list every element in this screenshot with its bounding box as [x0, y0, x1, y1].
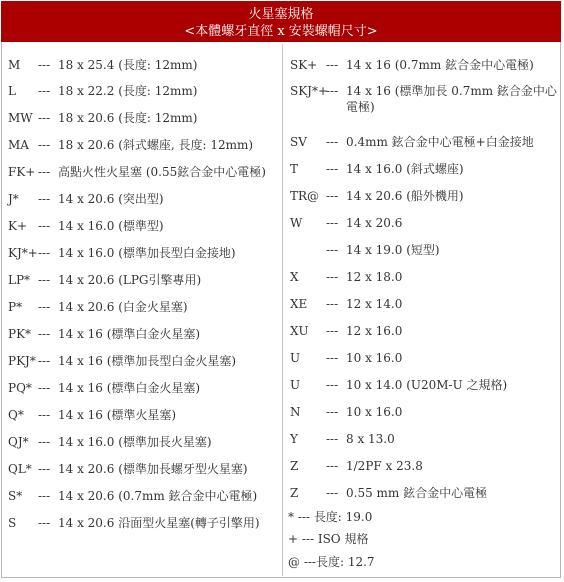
plug-code: U	[290, 378, 301, 392]
plug-spec: 14 x 16 (標準白金火星塞)	[58, 327, 201, 341]
plug-code: N	[290, 405, 301, 419]
row-dash: ---	[38, 300, 51, 314]
plug-spec: 14 x 16.0 (標準加長型白金接地)	[58, 246, 236, 260]
plug-spec: 14 x 20.6 沿面型火星塞(轉子引擎用)	[58, 516, 260, 530]
row-dash: ---	[326, 135, 339, 149]
row-dash: ---	[326, 189, 339, 203]
row-dash: ---	[326, 459, 339, 473]
plug-spec: 12 x 18.0	[346, 270, 403, 284]
plug-code: Z	[290, 486, 299, 500]
plug-code: T	[290, 162, 299, 176]
plug-spec: 14 x 20.6 (船外機用)	[346, 189, 464, 203]
plug-spec: 14 x 20.6 (LPG引擎專用)	[58, 273, 202, 287]
row-dash: ---	[38, 138, 51, 152]
plug-spec: 18 x 25.4 (長度: 12mm)	[58, 58, 198, 72]
plug-spec: 14 x 16 (標準火星塞)	[58, 408, 177, 422]
row-dash: ---	[38, 354, 51, 368]
plug-spec: 14 x 16.0 (標準型)	[58, 219, 164, 233]
plug-code: K+	[8, 219, 28, 233]
plug-spec: 10 x 16.0	[346, 351, 403, 365]
plug-code: Z	[290, 459, 299, 473]
plug-code: XU	[290, 324, 309, 338]
row-dash: ---	[326, 243, 339, 257]
legend-note: + --- ISO 規格	[288, 532, 369, 546]
row-dash: ---	[326, 378, 339, 392]
plug-spec-continued: 電極)	[346, 100, 375, 114]
row-dash: ---	[326, 486, 339, 500]
plug-code: M	[8, 58, 21, 72]
row-dash: ---	[326, 297, 339, 311]
plug-code: S	[8, 516, 17, 530]
row-dash: ---	[38, 435, 51, 449]
row-dash: ---	[38, 381, 51, 395]
table-title: 火星塞規格	[248, 7, 314, 22]
row-dash: ---	[38, 273, 51, 287]
plug-spec: 14 x 16 (標準加長 0.7mm 鉉合金中心	[346, 84, 557, 98]
plug-spec: 18 x 20.6 (斜式螺座, 長度: 12mm)	[58, 138, 254, 152]
plug-code: SV	[290, 135, 307, 149]
row-dash: ---	[38, 84, 51, 98]
row-dash: ---	[38, 408, 51, 422]
plug-code: TR@	[290, 189, 320, 203]
plug-code: U	[290, 351, 301, 365]
legend-note: @ ---長度: 12.7	[288, 555, 375, 569]
plug-spec: 14 x 16.0 (標準加長火星塞)	[58, 435, 212, 449]
row-dash: ---	[326, 432, 339, 446]
row-dash: ---	[38, 165, 51, 179]
plug-spec: 8 x 13.0	[346, 432, 395, 446]
row-dash: ---	[326, 162, 339, 176]
plug-spec: 10 x 16.0	[346, 405, 403, 419]
row-dash: ---	[38, 111, 51, 125]
plug-spec: 14 x 20.6	[346, 216, 403, 230]
plug-spec: 12 x 16.0	[346, 324, 403, 338]
plug-code: PQ*	[8, 381, 32, 395]
plug-spec: 14 x 16 (標準白金火星塞)	[58, 381, 201, 395]
plug-code: P*	[8, 300, 23, 314]
plug-spec: 14 x 16.0 (斜式螺座)	[346, 162, 464, 176]
row-dash: ---	[326, 270, 339, 284]
plug-spec: 0.55 mm 鉉合金中心電極	[346, 486, 488, 500]
plug-code: MA	[8, 138, 29, 152]
table-subtitle: <本體螺牙直徑 x 安裝螺帽尺寸>	[184, 24, 378, 39]
row-dash: ---	[38, 58, 51, 72]
plug-code: J*	[8, 192, 19, 206]
row-dash: ---	[38, 327, 51, 341]
plug-spec: 14 x 19.0 (短型)	[346, 243, 440, 257]
row-dash: ---	[326, 405, 339, 419]
plug-spec: 0.4mm 鉉合金中心電極+白金接地	[346, 135, 534, 149]
row-dash: ---	[38, 219, 51, 233]
row-dash: ---	[326, 324, 339, 338]
row-dash: ---	[38, 489, 51, 503]
plug-spec: 18 x 20.6 (長度: 12mm)	[58, 111, 198, 125]
plug-code: S*	[8, 489, 23, 503]
plug-code: Q*	[8, 408, 24, 422]
row-dash: ---	[38, 192, 51, 206]
plug-spec: 12 x 14.0	[346, 297, 403, 311]
plug-spec: 10 x 14.0 (U20M-U 之規格)	[346, 378, 508, 392]
row-dash: ---	[326, 58, 339, 72]
plug-code: KJ*+	[8, 246, 38, 260]
plug-spec: 14 x 20.6 (白金火星塞)	[58, 300, 188, 314]
row-dash: ---	[326, 216, 339, 230]
plug-code: MW	[8, 111, 33, 125]
plug-code: QL*	[8, 462, 32, 476]
plug-code: LP*	[8, 273, 31, 287]
plug-code: PKJ*	[8, 354, 36, 368]
plug-code: Y	[290, 432, 298, 446]
column-divider	[282, 44, 283, 576]
row-dash: ---	[38, 516, 51, 530]
row-dash: ---	[326, 351, 339, 365]
plug-spec: 高點火性火星塞 (0.55鉉合金中心電極)	[58, 165, 266, 179]
plug-code: X	[290, 270, 299, 284]
plug-spec: 14 x 16 (標準加長型白金火星塞)	[58, 354, 237, 368]
plug-code: W	[290, 216, 303, 230]
plug-code: PK*	[8, 327, 32, 341]
plug-code: SK+	[290, 58, 318, 72]
legend-note: * --- 長度: 19.0	[288, 510, 373, 524]
row-dash: ---	[38, 246, 51, 260]
plug-spec: 14 x 20.6 (標準加長螺牙型火星塞)	[58, 462, 248, 476]
row-dash: ---	[38, 462, 51, 476]
plug-code: XE	[290, 297, 308, 311]
plug-spec: 18 x 22.2 (長度: 12mm)	[58, 84, 198, 98]
plug-code: FK+	[8, 165, 36, 179]
plug-code: QJ*	[8, 435, 29, 449]
plug-code: SKJ*+	[290, 84, 329, 98]
plug-code: L	[8, 84, 16, 98]
plug-spec: 14 x 20.6 (突出型)	[58, 192, 164, 206]
plug-spec: 1/2PF x 23.8	[346, 459, 423, 473]
row-dash: ---	[326, 84, 339, 98]
plug-spec: 14 x 20.6 (0.7mm 鉉合金中心電極)	[58, 489, 258, 503]
plug-spec: 14 x 16 (0.7mm 鉉合金中心電極)	[346, 58, 534, 72]
table-header	[1, 1, 561, 42]
